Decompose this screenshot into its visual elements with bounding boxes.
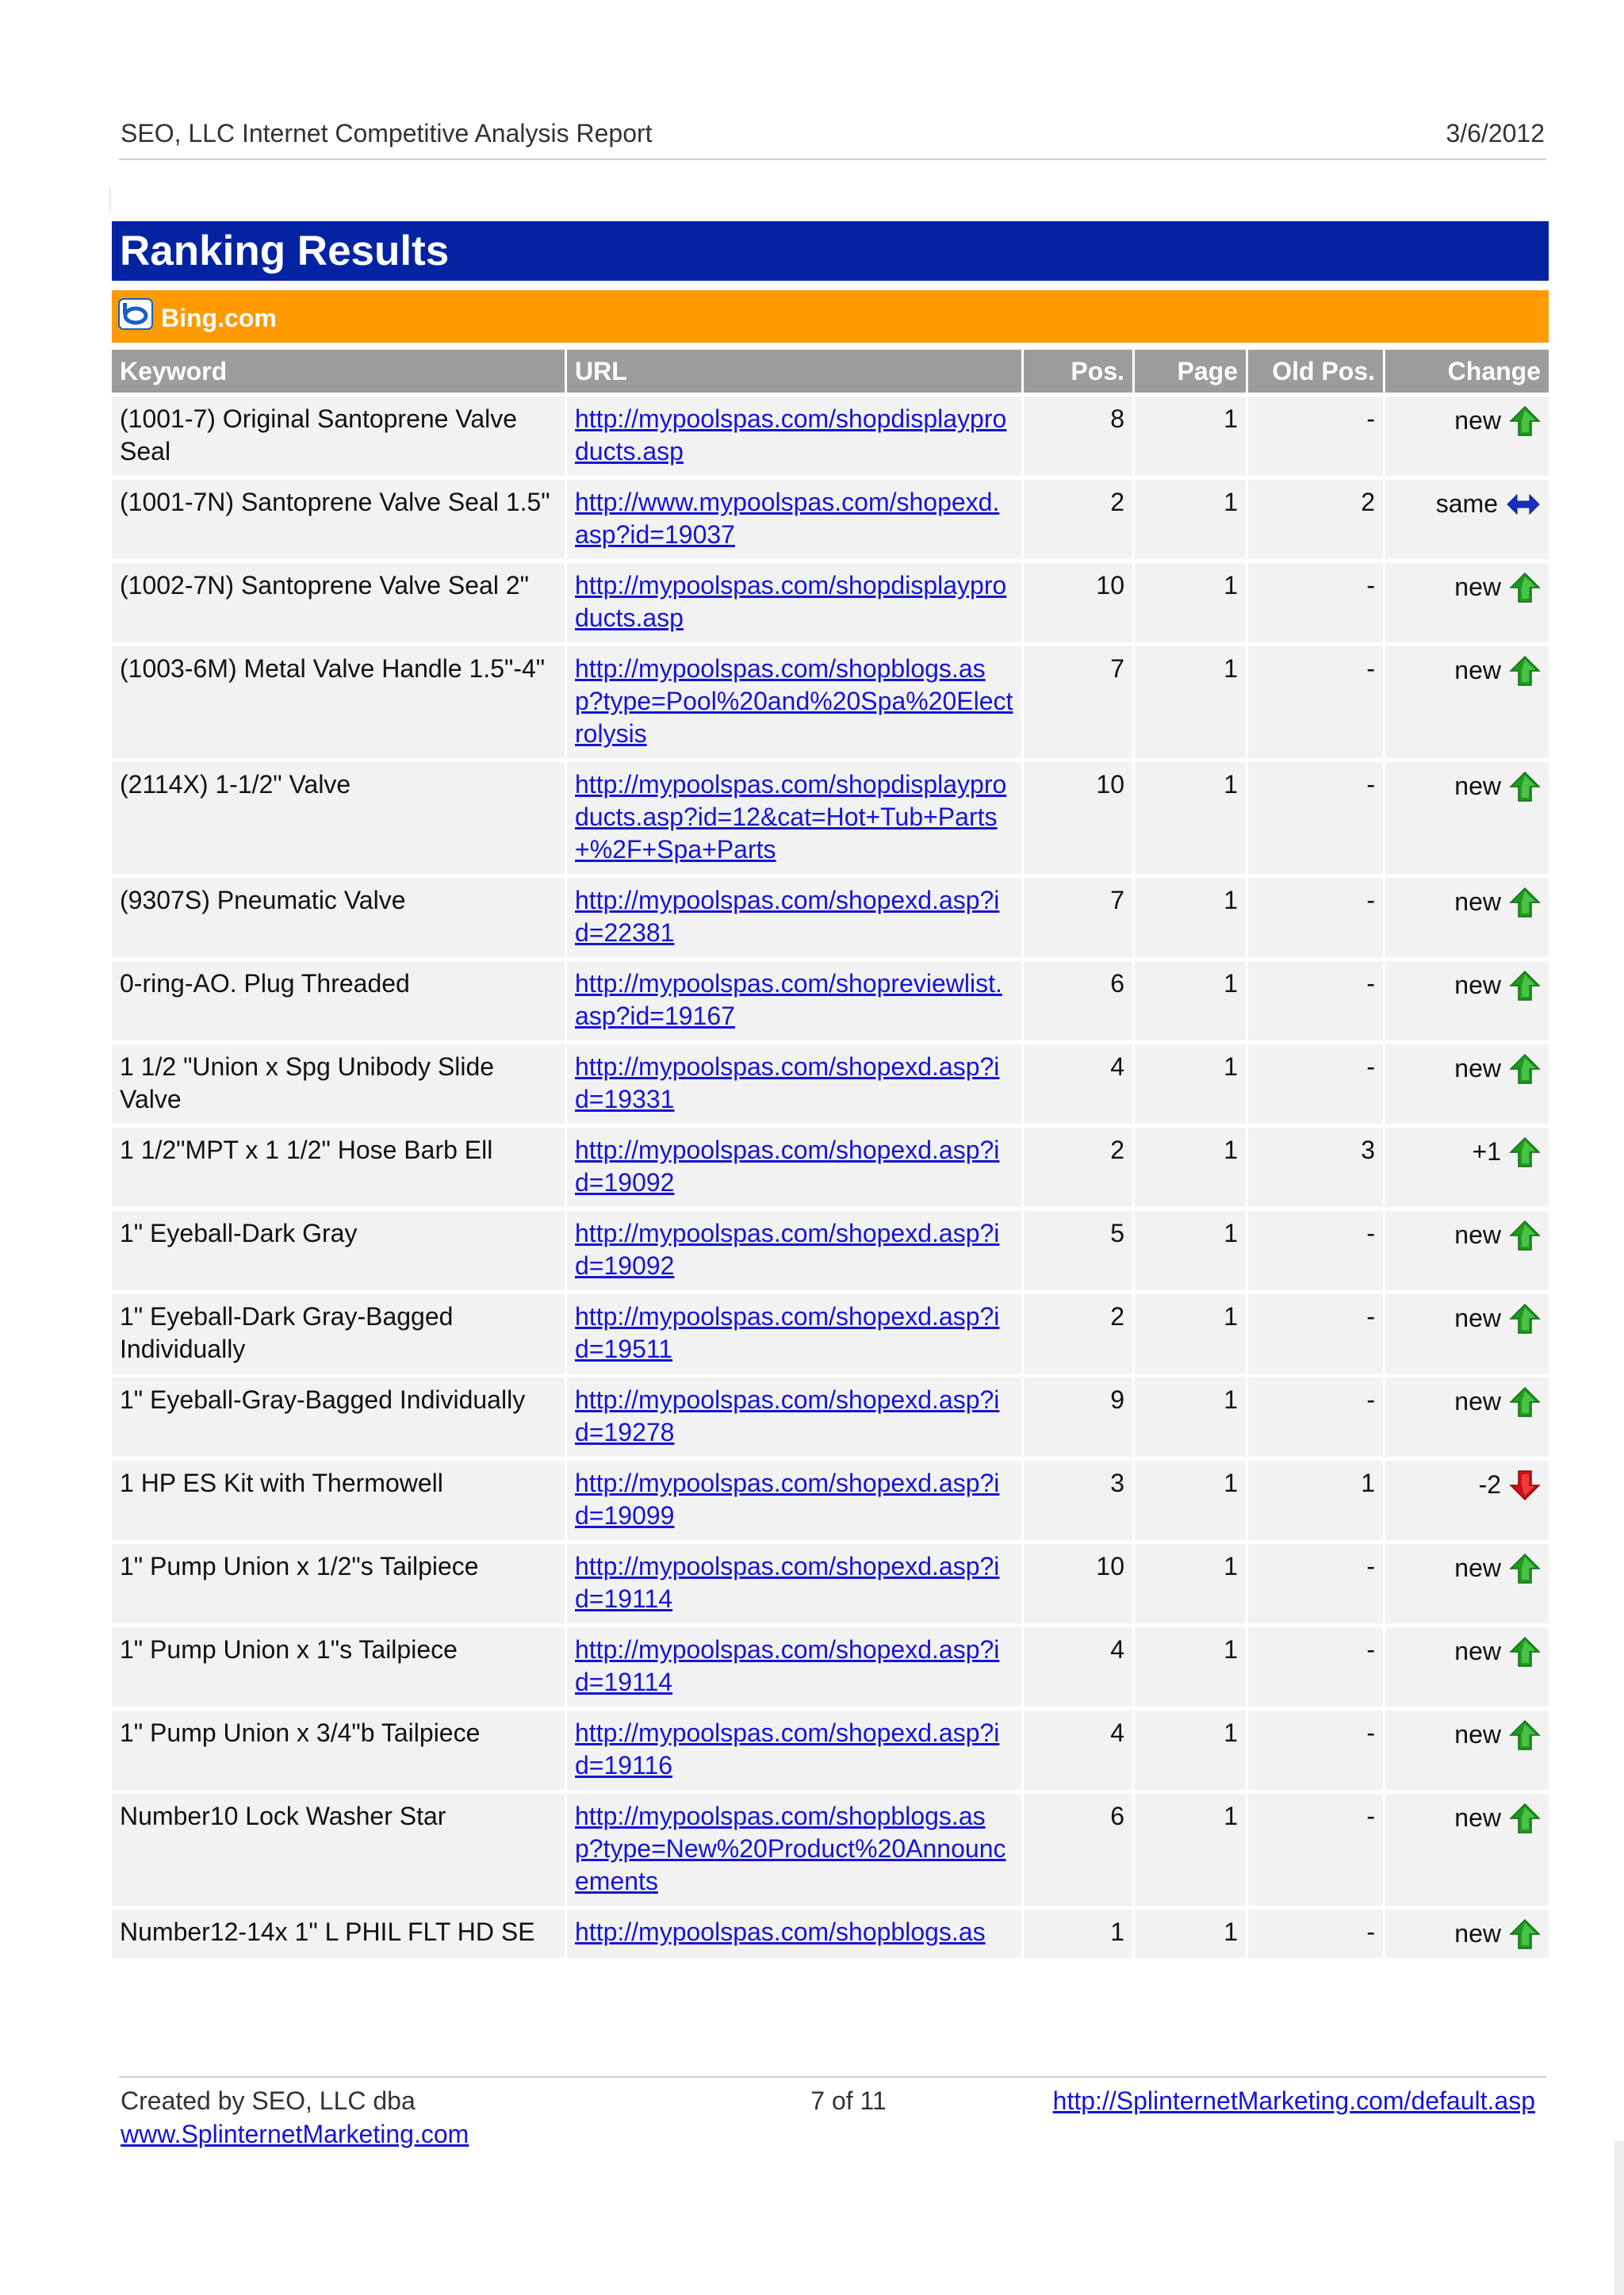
table-row	[112, 1790, 1549, 1906]
change-cell	[1385, 874, 1549, 957]
column-header-pos: Pos.	[1024, 350, 1135, 393]
keyword-cell: 1" Pump Union x 3/4"b Tailpiece	[112, 1707, 567, 1790]
change-value: new	[1454, 656, 1501, 685]
old-pos-cell: -	[1248, 1707, 1385, 1790]
change-cell	[1385, 393, 1549, 476]
result-url-link[interactable]: http://www.mypoolspas.com/shopexd.asp?id=19037	[575, 488, 1000, 549]
result-url-link[interactable]: http://mypoolspas.com/shopexd.asp?id=19092	[575, 1136, 1000, 1197]
keyword-cell: 0-ring-AO. Plug Threaded	[112, 957, 567, 1040]
pos-cell: 10	[1024, 758, 1135, 874]
result-url-link[interactable]: http://mypoolspas.com/shopexd.asp?id=22381	[575, 886, 1000, 947]
pos-cell: 7	[1024, 642, 1135, 758]
old-pos-cell: -	[1248, 1623, 1385, 1707]
keyword-cell: (2114X) 1-1/2" Valve	[112, 758, 567, 874]
page-cell: 1	[1135, 1124, 1248, 1207]
change-cell	[1385, 1207, 1549, 1290]
engine-bar	[112, 290, 1549, 343]
change-value: new	[1454, 1054, 1501, 1083]
change-cell	[1385, 1623, 1549, 1707]
pos-cell: 1	[1024, 1906, 1135, 1958]
page-cell: 1	[1135, 1374, 1248, 1457]
keyword-cell: (1001-7) Original Santoprene Valve Seal	[112, 393, 567, 476]
up-arrow-icon	[1509, 887, 1541, 918]
result-url-link[interactable]: http://mypoolspas.com/shopexd.asp?id=19331	[575, 1052, 1000, 1113]
report-date: 3/6/2012	[1446, 119, 1545, 148]
page-cell: 1	[1135, 1790, 1248, 1906]
table-row	[112, 957, 1549, 1040]
change-value: new	[1454, 1720, 1501, 1749]
page-cell: 1	[1135, 1906, 1248, 1958]
margin-mark	[109, 187, 111, 211]
result-url-link[interactable]: http://mypoolspas.com/shopexd.asp?id=19116	[575, 1718, 1000, 1780]
result-url-link[interactable]: http://mypoolspas.com/shopdisplayproducts.asp	[575, 404, 1007, 466]
change-value: -2	[1478, 1470, 1501, 1500]
change-value: new	[1454, 573, 1501, 602]
section-title: Ranking Results	[112, 221, 1549, 281]
up-arrow-icon	[1509, 1220, 1541, 1251]
change-value: new	[1454, 887, 1501, 917]
column-header-keyword: Keyword	[112, 350, 567, 393]
change-cell	[1385, 1540, 1549, 1623]
old-pos-cell: -	[1248, 559, 1385, 642]
result-url-link[interactable]: http://mypoolspas.com/shopexd.asp?id=19278	[575, 1385, 1000, 1446]
url-cell	[567, 1457, 1024, 1540]
table-header-row	[112, 350, 1549, 393]
same-arrow-icon	[1506, 492, 1541, 516]
url-cell	[567, 1290, 1024, 1374]
change-cell	[1385, 642, 1549, 758]
url-cell	[567, 758, 1024, 874]
pos-cell: 2	[1024, 1290, 1135, 1374]
change-cell	[1385, 957, 1549, 1040]
old-pos-cell: -	[1248, 1290, 1385, 1374]
pos-cell: 10	[1024, 1540, 1135, 1623]
url-cell	[567, 1623, 1024, 1707]
change-cell	[1385, 1790, 1549, 1906]
keyword-cell: 1" Pump Union x 1"s Tailpiece	[112, 1623, 567, 1707]
page-cell: 1	[1135, 758, 1248, 874]
old-pos-cell: 3	[1248, 1124, 1385, 1207]
page-cell: 1	[1135, 1623, 1248, 1707]
result-url-link[interactable]: http://mypoolspas.com/shopblogs.asp?type=New%20Product%20Announcements	[575, 1802, 1006, 1895]
keyword-cell: 1 1/2 "Union x Spg Unibody Slide Valve	[112, 1040, 567, 1124]
page-number: 7 of 11	[810, 2086, 887, 2115]
column-header-change: Change	[1385, 350, 1549, 393]
page-cell: 1	[1135, 1540, 1248, 1623]
url-cell	[567, 1040, 1024, 1124]
old-pos-cell: -	[1248, 874, 1385, 957]
engine-name: Bing.com	[161, 304, 277, 332]
url-cell	[567, 393, 1024, 476]
change-value: new	[1454, 1304, 1501, 1333]
keyword-cell: Number10 Lock Washer Star	[112, 1790, 567, 1906]
result-url-link[interactable]: http://mypoolspas.com/shopreviewlist.asp?id=19167	[575, 969, 1002, 1030]
bing-logo-icon	[118, 298, 153, 330]
table-row	[112, 1906, 1549, 1958]
page-cell: 1	[1135, 559, 1248, 642]
old-pos-cell: 2	[1248, 476, 1385, 559]
result-url-link[interactable]: http://mypoolspas.com/shopblogs.as	[575, 1918, 986, 1946]
table-row	[112, 1040, 1549, 1124]
table-row	[112, 758, 1549, 874]
page-cell: 1	[1135, 393, 1248, 476]
table-row	[112, 874, 1549, 957]
change-value: new	[1454, 1637, 1501, 1666]
old-pos-cell: -	[1248, 1790, 1385, 1906]
page-cell: 1	[1135, 1040, 1248, 1124]
result-url-link[interactable]: http://mypoolspas.com/shopdisplayproducts.asp?id=12&cat=Hot+Tub+Parts+%2F+Spa+Parts	[575, 770, 1007, 864]
pos-cell: 4	[1024, 1707, 1135, 1790]
page-cell: 1	[1135, 874, 1248, 957]
up-arrow-icon	[1509, 1719, 1541, 1751]
footer-url-link[interactable]: http://SplinternetMarketing.com/default.asp	[1052, 2086, 1535, 2115]
url-cell	[567, 957, 1024, 1040]
url-cell	[567, 642, 1024, 758]
page-cell: 1	[1135, 957, 1248, 1040]
up-arrow-icon	[1509, 1803, 1541, 1834]
table-row	[112, 559, 1549, 642]
change-value: +1	[1472, 1137, 1501, 1167]
page-cell: 1	[1135, 1457, 1248, 1540]
old-pos-cell: -	[1248, 1040, 1385, 1124]
footer-created-by: Created by SEO, LLC dba	[121, 2086, 416, 2115]
result-url-link[interactable]: http://mypoolspas.com/shopblogs.asp?type=Pool%20and%20Spa%20Electrolysis	[575, 654, 1013, 748]
result-url-link[interactable]: http://mypoolspas.com/shopexd.asp?id=19092	[575, 1219, 1000, 1280]
up-arrow-icon	[1509, 1553, 1541, 1584]
table-row	[112, 1623, 1549, 1707]
table-row	[112, 476, 1549, 559]
column-header-old-pos: Old Pos.	[1248, 350, 1385, 393]
report-footer	[119, 2076, 1546, 2173]
keyword-cell: 1" Eyeball-Dark Gray	[112, 1207, 567, 1290]
old-pos-cell: 1	[1248, 1457, 1385, 1540]
result-url-link[interactable]: http://mypoolspas.com/shopexd.asp?id=19114	[575, 1552, 1000, 1613]
keyword-cell: 1 1/2"MPT x 1 1/2" Hose Barb Ell	[112, 1124, 567, 1207]
pos-cell: 4	[1024, 1040, 1135, 1124]
page-cell: 1	[1135, 476, 1248, 559]
up-arrow-icon	[1509, 1918, 1541, 1950]
old-pos-cell: -	[1248, 393, 1385, 476]
old-pos-cell: -	[1248, 1374, 1385, 1457]
result-url-link[interactable]: http://mypoolspas.com/shopexd.asp?id=19114	[575, 1635, 1000, 1696]
pos-cell: 7	[1024, 874, 1135, 957]
change-cell	[1385, 758, 1549, 874]
up-arrow-icon	[1509, 1136, 1541, 1168]
change-value: new	[1454, 971, 1501, 1000]
table-row	[112, 1707, 1549, 1790]
url-cell	[567, 1540, 1024, 1623]
up-arrow-icon	[1509, 405, 1541, 437]
change-cell	[1385, 1290, 1549, 1374]
change-value: new	[1454, 1919, 1501, 1948]
pos-cell: 8	[1024, 393, 1135, 476]
change-cell	[1385, 1040, 1549, 1124]
old-pos-cell: -	[1248, 758, 1385, 874]
change-value: new	[1454, 772, 1501, 801]
pos-cell: 3	[1024, 1457, 1135, 1540]
footer-credit	[121, 2084, 469, 2151]
footer-site-link[interactable]: www.SplinternetMarketing.com	[121, 2120, 469, 2148]
pos-cell: 6	[1024, 1790, 1135, 1906]
pos-cell: 6	[1024, 957, 1135, 1040]
keyword-cell: (9307S) Pneumatic Valve	[112, 874, 567, 957]
keyword-cell: (1001-7N) Santoprene Valve Seal 1.5"	[112, 476, 567, 559]
table-row	[112, 1290, 1549, 1374]
up-arrow-icon	[1509, 655, 1541, 687]
change-cell	[1385, 1457, 1549, 1540]
old-pos-cell: -	[1248, 1540, 1385, 1623]
change-value: new	[1454, 1803, 1501, 1833]
page-edge	[1614, 2141, 1624, 2295]
footer-url	[1053, 2084, 1535, 2117]
column-header-url: URL	[567, 350, 1024, 393]
change-value: new	[1454, 406, 1501, 435]
url-cell	[567, 1207, 1024, 1290]
url-cell	[567, 1707, 1024, 1790]
pos-cell: 2	[1024, 1124, 1135, 1207]
old-pos-cell: -	[1248, 1906, 1385, 1958]
url-cell	[567, 559, 1024, 642]
page-cell: 1	[1135, 642, 1248, 758]
report-header	[119, 116, 1546, 160]
table-row	[112, 393, 1549, 476]
url-cell	[567, 874, 1024, 957]
down-arrow-icon	[1509, 1469, 1541, 1501]
old-pos-cell: -	[1248, 642, 1385, 758]
page-cell: 1	[1135, 1207, 1248, 1290]
report-title: SEO, LLC Internet Competitive Analysis Report	[121, 119, 653, 148]
keyword-cell: (1003-6M) Metal Valve Handle 1.5"-4"	[112, 642, 567, 758]
page-cell: 1	[1135, 1707, 1248, 1790]
up-arrow-icon	[1509, 1636, 1541, 1668]
table-row	[112, 642, 1549, 758]
change-cell	[1385, 1906, 1549, 1958]
change-cell	[1385, 1124, 1549, 1207]
old-pos-cell: -	[1248, 957, 1385, 1040]
keyword-cell: 1" Eyeball-Gray-Bagged Individually	[112, 1374, 567, 1457]
up-arrow-icon	[1509, 1386, 1541, 1418]
url-cell	[567, 1790, 1024, 1906]
pos-cell: 10	[1024, 559, 1135, 642]
up-arrow-icon	[1509, 771, 1541, 803]
result-url-link[interactable]: http://mypoolspas.com/shopdisplayproducts.asp	[575, 571, 1007, 632]
pos-cell: 5	[1024, 1207, 1135, 1290]
up-arrow-icon	[1509, 1053, 1541, 1085]
old-pos-cell: -	[1248, 1207, 1385, 1290]
page-cell: 1	[1135, 1290, 1248, 1374]
result-url-link[interactable]: http://mypoolspas.com/shopexd.asp?id=19511	[575, 1302, 1000, 1363]
column-header-page: Page	[1135, 350, 1248, 393]
url-cell	[567, 476, 1024, 559]
change-value: new	[1454, 1387, 1501, 1416]
change-cell	[1385, 476, 1549, 559]
url-cell	[567, 1906, 1024, 1958]
up-arrow-icon	[1509, 572, 1541, 603]
change-cell	[1385, 559, 1549, 642]
url-cell	[567, 1374, 1024, 1457]
url-cell	[567, 1124, 1024, 1207]
keyword-cell: 1" Pump Union x 1/2"s Tailpiece	[112, 1540, 567, 1623]
table-row	[112, 1207, 1549, 1290]
table-row	[112, 1374, 1549, 1457]
pos-cell: 4	[1024, 1623, 1135, 1707]
keyword-cell: (1002-7N) Santoprene Valve Seal 2"	[112, 559, 567, 642]
change-cell	[1385, 1374, 1549, 1457]
keyword-cell: 1 HP ES Kit with Thermowell	[112, 1457, 567, 1540]
change-value: same	[1435, 489, 1498, 519]
table-row	[112, 1540, 1549, 1623]
table-row	[112, 1457, 1549, 1540]
pos-cell: 2	[1024, 476, 1135, 559]
up-arrow-icon	[1509, 1303, 1541, 1335]
table-row	[112, 1124, 1549, 1207]
keyword-cell: 1" Eyeball-Dark Gray-Bagged Individually	[112, 1290, 567, 1374]
change-cell	[1385, 1707, 1549, 1790]
up-arrow-icon	[1509, 970, 1541, 1002]
pos-cell: 9	[1024, 1374, 1135, 1457]
result-url-link[interactable]: http://mypoolspas.com/shopexd.asp?id=19099	[575, 1469, 1000, 1530]
change-value: new	[1454, 1220, 1501, 1250]
keyword-cell: Number12-14x 1" L PHIL FLT HD SE	[112, 1906, 567, 1958]
ranking-table	[112, 350, 1549, 1958]
change-value: new	[1454, 1554, 1501, 1583]
